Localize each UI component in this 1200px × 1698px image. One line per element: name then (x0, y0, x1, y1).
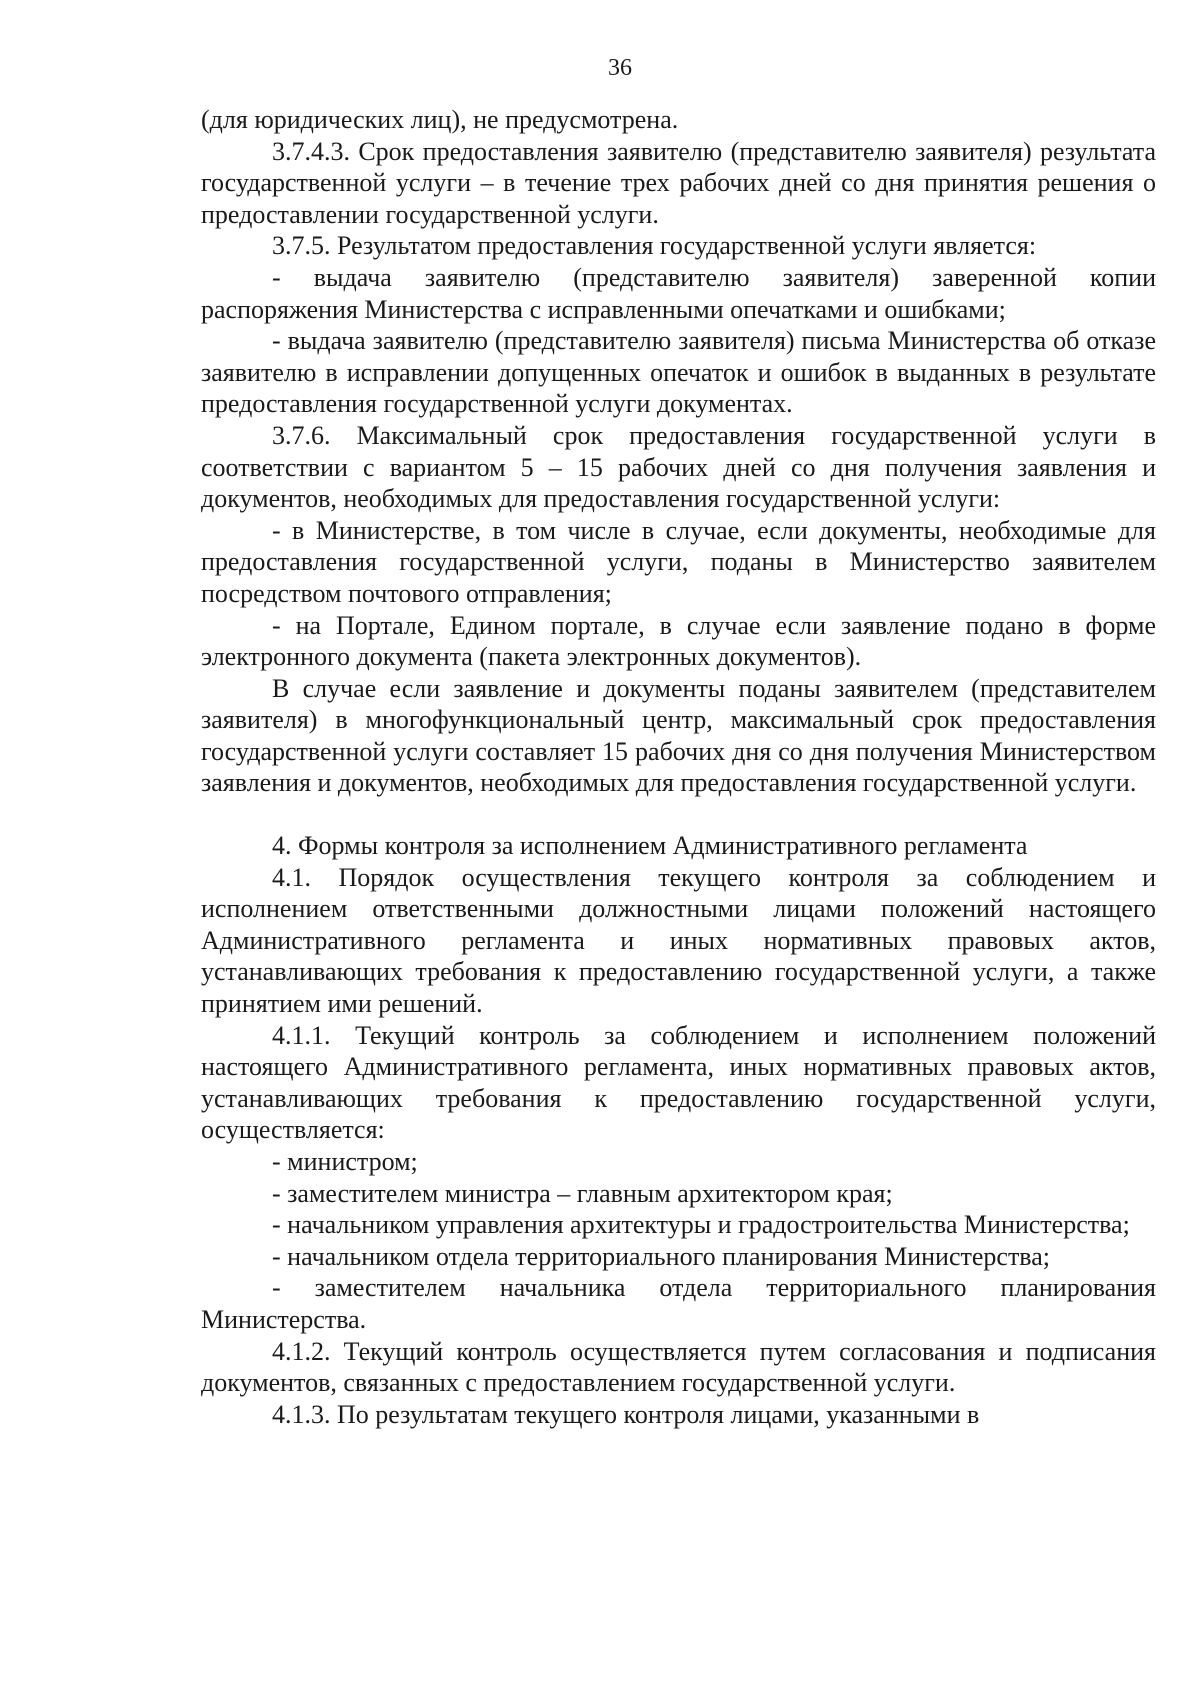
list-item-deputy-minister: - заместителем министра – главным архитектором края; (272, 1178, 893, 1208)
list-item-certified-copy: - выдача заявителю (представителю заявителя) заверенной копии распоряжения Министерства с исправленными опечатками и ошибками; (201, 262, 1156, 324)
paragraph-continuation: (для юридических лиц), не предусмотрена. (201, 105, 679, 134)
paragraph-mfc: В случае если заявление и документы поданы заявителем (представителем заявителя) в многофункциональный центр, максимальный срок предоставления государственной услуги составляет 15 рабочих дня со дня получения Министерством заявления и документов, необходимых для предоставления государственной услуги. (201, 673, 1156, 798)
paragraph-3-7-5: 3.7.5. Результатом предоставления государственной услуги является: (272, 231, 1037, 261)
list-item-deputy-head-of-division: - заместителем начальника отдела территориального планирования Министерства. (201, 1273, 1156, 1334)
paragraph-4-1-3: 4.1.3. По результатам текущего контроля лицами, указанными в (272, 1399, 980, 1429)
list-item-portal: - на Портале, Едином портале, в случае если заявление подано в форме электронного документа (пакета электронных документов). (201, 610, 1156, 672)
list-item-minister: - министром; (272, 1147, 418, 1176)
list-item-head-of-department: - начальником управления архитектуры и градостроительства Министерства; (272, 1210, 1130, 1240)
section-4-heading: 4. Формы контроля за исполнением Административного регламента (272, 831, 1028, 861)
paragraph-3-7-6: 3.7.6. Максимальный срок предоставления государственной услуги в соответствии с вариантом 5 – 15 рабочих дней со дня получения заявления и документов, необходимых для предоставления государственной услуги: (201, 420, 1156, 514)
list-item-refusal-letter: - выдача заявителю (представителю заявителя) письма Министерства об отказе заявителю в исправлении допущенных опечаток и ошибок в выданных в результате предоставления государственной услуги документах. (201, 326, 1156, 419)
paragraph-4-1: 4.1. Порядок осуществления текущего контроля за соблюдением и исполнением ответственными должностными лицами положений настоящего Административного регламента и иных нормативных правовых актов, устанавливающих требования к предоставлению государственной услуги, а также принятием ими решений. (201, 862, 1156, 1019)
paragraph-4-1-1: 4.1.1. Текущий контроль за соблюдением и исполнением положений настоящего Административного регламента, иных нормативных правовых актов, устанавливающих требования к предоставлению государственной услуги, осуществляется: (201, 1020, 1156, 1145)
list-item-ministry: - в Министерстве, в том числе в случае, если документы, необходимые для предоставления государственной услуги, поданы в Министерство заявителем посредством почтового отправления; (201, 515, 1156, 608)
document-body (201, 104, 1156, 1430)
page-number: 36 (608, 55, 632, 81)
paragraph-4-1-2: 4.1.2. Текущий контроль осуществляется путем согласования и подписания документов, связанных с предоставлением государственной услуги. (201, 1336, 1156, 1398)
list-item-head-of-division: - начальником отдела территориального планирования Министерства; (272, 1241, 1051, 1271)
paragraph-3-7-4-3: 3.7.4.3. Срок предоставления заявителю (представителю заявителя) результата государственной услуги – в течение трех рабочих дней со дня принятия решения о предоставлении государственной услуги. (201, 136, 1156, 229)
